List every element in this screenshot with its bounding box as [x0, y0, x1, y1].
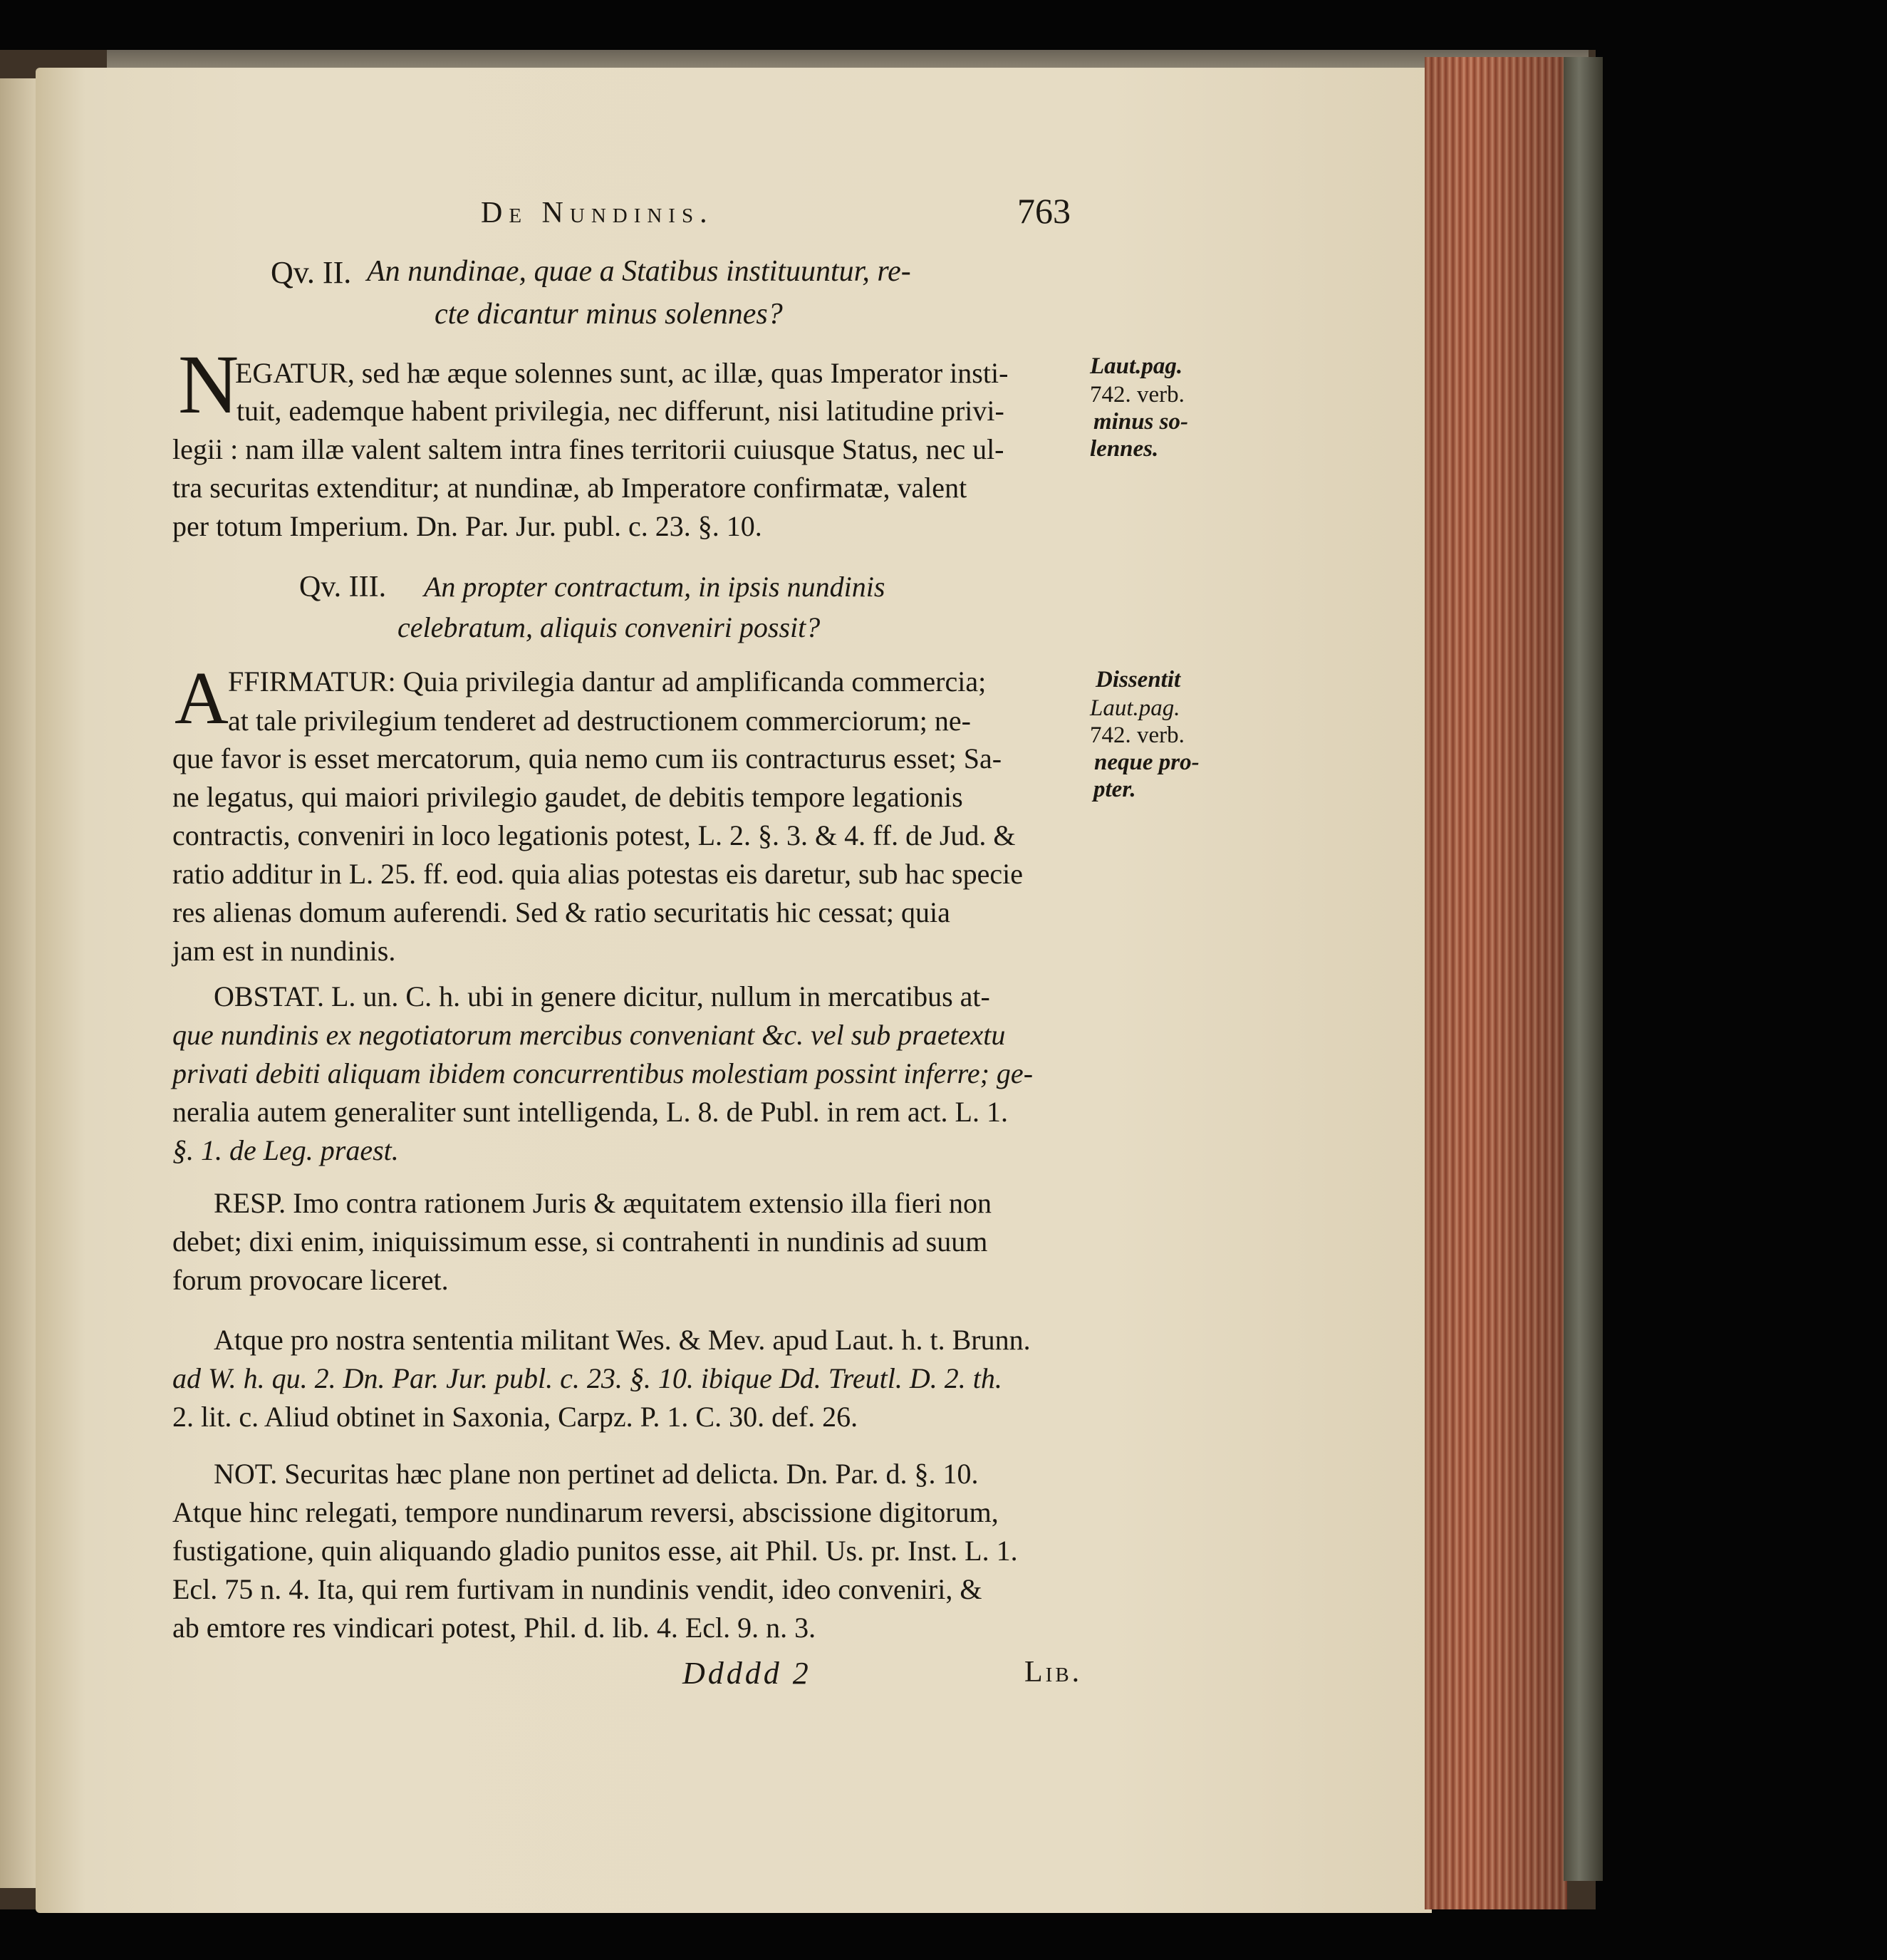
obstat-line-1: OBSTAT. L. un. C. h. ubi in genere dicitur, nullum in mercatibus at- [214, 980, 990, 1012]
q2-title-line2: cte dicantur minus solennes? [435, 298, 783, 331]
resp-line-2: debet; dixi enim, iniquissimum esse, si contrahenti in nundinis ad suum [172, 1225, 988, 1258]
q3-line-2: at tale privilegium tenderet ad destructionem commerciorum; ne- [228, 705, 971, 737]
q2-margin-line-3: minus so- [1093, 409, 1188, 435]
not-line-4: Ecl. 75 n. 4. Ita, qui rem furtivam in nundinis vendit, ideo conveniri, & [172, 1573, 982, 1605]
atque-line-2: ad W. h. qu. 2. Dn. Par. Jur. publ. c. 23. §. 10. ibique Dd. Treutl. D. 2. th. [172, 1362, 1002, 1394]
q3-line-4: ne legatus, qui maiori privilegio gaudet, de debitis tempore legationis [172, 781, 963, 813]
q3-title-line2: celebratum, aliquis conveniri possit? [397, 611, 821, 643]
back-cover-board [1564, 57, 1603, 1881]
q2-margin-line-1: Laut.pag. [1090, 353, 1183, 379]
catchword: Lib. [1024, 1656, 1083, 1689]
q3-line-8: jam est in nundinis. [172, 935, 396, 967]
q2-margin-line-2: 742. verb. [1090, 382, 1185, 408]
fore-edge-shading [1425, 57, 1567, 1909]
atque-line-3: 2. lit. c. Aliud obtinet in Saxonia, Carpz. P. 1. C. 30. def. 26. [172, 1401, 858, 1433]
obstat-line-2: que nundinis ex negotiatorum mercibus conveniant &c. vel sub praetextu [172, 1019, 1006, 1051]
page-number: 763 [1017, 191, 1071, 231]
obstat-line-5: §. 1. de Leg. praest. [172, 1134, 399, 1166]
q3-title-line1: An propter contractum, in ipsis nundinis [424, 571, 885, 603]
q2-line-3: legii : nam illæ valent saltem intra fines territorii cuiusque Status, nec ul- [172, 433, 1004, 465]
q3-line-3: que favor is esset mercatorum, quia nemo cum iis contracturus esset; Sa- [172, 742, 1002, 774]
q2-line-1: EGATUR, sed hæ æque solennes sunt, ac illæ, quas Imperator insti- [235, 357, 1009, 389]
q3-line-6: ratio additur in L. 25. ff. eod. quia alias potestas eis daretur, sub hac specie [172, 858, 1023, 890]
q2-line-4: tra securitas extenditur; at nundinæ, ab Imperatore confirmatæ, valent [172, 472, 967, 504]
q3-margin-line-1: Dissentit [1096, 667, 1181, 693]
signature-mark: Ddddd 2 [682, 1656, 811, 1691]
q3-line-1: FFIRMATUR: Quia privilegia dantur ad amplificanda commercia; [228, 665, 987, 698]
q2-line-5: per totum Imperium. Dn. Par. Jur. publ. c. 23. §. 10. [172, 510, 762, 542]
q3-label: Qv. III. [299, 571, 387, 603]
q3-margin-line-4: neque pro- [1094, 750, 1200, 775]
q3-line-7: res alienas domum auferendi. Sed & ratio securitatis hic cessat; quia [172, 896, 950, 928]
obstat-line-3: privati debiti aliquam ibidem concurrentibus molestiam possint inferre; ge- [172, 1057, 1034, 1089]
resp-line-1: RESP. Imo contra rationem Juris & æquitatem extensio illa fieri non [214, 1187, 992, 1219]
not-line-3: fustigatione, quin aliquando gladio punitos esse, ait Phil. Us. pr. Inst. L. 1. [172, 1535, 1018, 1567]
obstat-line-4: neralia autem generaliter sunt intelligenda, L. 8. de Publ. in rem act. L. 1. [172, 1096, 1008, 1128]
page [36, 68, 1432, 1913]
q2-drop-initial: N [178, 338, 239, 431]
atque-line-1: Atque pro nostra sententia militant Wes. & Mev. apud Laut. h. t. Brunn. [214, 1324, 1031, 1356]
q3-margin-line-5: pter. [1093, 777, 1136, 802]
not-line-1: NOT. Securitas hæc plane non pertinet ad delicta. Dn. Par. d. §. 10. [214, 1458, 979, 1490]
q2-label: Qv. II. [271, 255, 352, 290]
not-line-2: Atque hinc relegati, tempore nundinarum reversi, abscissione digitorum, [172, 1496, 999, 1528]
left-page-edge [0, 78, 37, 1888]
q3-line-5: contractis, conveniri in loco legationis potest, L. 2. §. 3. & 4. ff. de Jud. & [172, 819, 1016, 851]
q2-title-line1: An nundinae, quae a Statibus instituuntur, re- [367, 255, 911, 288]
resp-line-3: forum provocare liceret. [172, 1264, 449, 1296]
q3-margin-line-2: Laut.pag. [1090, 695, 1180, 721]
q2-line-2: tuit, eademque habent privilegia, nec differunt, nisi latitudine privi- [236, 395, 1004, 427]
q2-margin-line-4: lennes. [1090, 436, 1159, 462]
q3-margin-line-3: 742. verb. [1090, 722, 1185, 748]
q3-drop-initial: A [175, 656, 229, 740]
running-head-title: De Nundinis. [481, 197, 714, 229]
not-line-5: ab emtore res vindicari potest, Phil. d. lib. 4. Ecl. 9. n. 3. [172, 1612, 816, 1644]
